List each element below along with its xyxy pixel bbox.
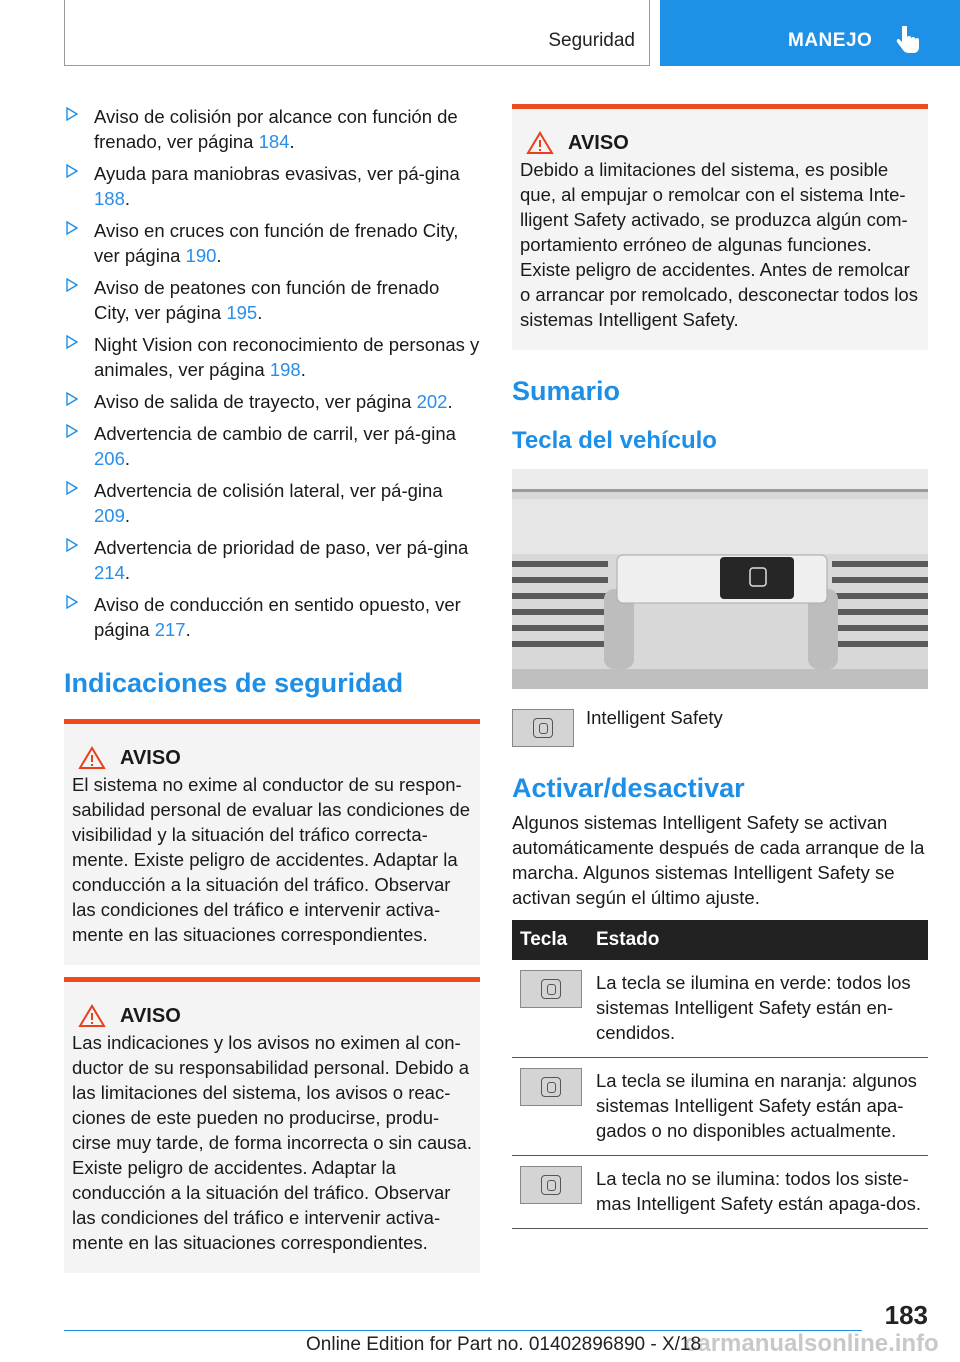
list-item-text: Advertencia de prioridad de paso, ver pá‐gina	[94, 537, 469, 558]
feature-list	[64, 104, 480, 642]
list-item	[64, 161, 480, 211]
hand-pointer-icon	[896, 26, 922, 54]
chapter-tab-label: MANEJO	[788, 30, 873, 51]
warning-box	[64, 977, 480, 1273]
triangle-bullet-icon	[66, 392, 78, 406]
page-link[interactable]: 209	[94, 505, 125, 526]
warning-label: AVISO	[120, 746, 181, 769]
list-item-text: Aviso de peatones con función de frenado City, ver página	[94, 277, 440, 323]
list-item-text: Aviso de salida de trayecto, ver página	[94, 391, 417, 412]
intelligent-safety-key-icon	[512, 709, 574, 747]
list-item-end: .	[185, 619, 191, 640]
list-item-end: .	[300, 359, 306, 380]
heading-summary: Sumario	[512, 376, 621, 406]
list-item-end: .	[289, 131, 295, 152]
heading-safety: Indicaciones de seguridad	[64, 668, 404, 698]
table-row	[512, 1058, 928, 1156]
page-link[interactable]: 206	[94, 448, 125, 469]
page-link[interactable]: 217	[154, 619, 186, 640]
watermark: carmanualsonline.info	[684, 1330, 939, 1357]
page-link[interactable]: 202	[416, 391, 448, 412]
list-item-end: .	[124, 505, 131, 526]
heading-activate: Activar/desactivar	[512, 773, 745, 803]
warning-label: AVISO	[568, 131, 629, 154]
intelligent-safety-key-icon	[520, 1166, 582, 1204]
list-item-end: .	[124, 448, 131, 469]
list-item	[64, 535, 480, 585]
list-item-end: .	[124, 562, 131, 583]
page-link[interactable]: 184	[258, 131, 290, 152]
state-text: La tecla no se ilumina: todos los siste‐mas Intelligent Safety están apaga‐dos.	[588, 1156, 928, 1229]
list-item	[64, 275, 480, 325]
page-link[interactable]: 214	[94, 562, 125, 583]
list-item	[64, 104, 480, 154]
page-link[interactable]: 188	[94, 188, 125, 209]
vehicle-key-photo	[512, 469, 928, 689]
warning-triangle-icon	[78, 746, 106, 770]
triangle-bullet-icon	[66, 164, 78, 178]
warning-triangle-icon	[526, 131, 554, 155]
page-link[interactable]: 190	[185, 245, 217, 266]
triangle-bullet-icon	[66, 278, 78, 292]
page-link[interactable]: 195	[226, 302, 258, 323]
state-text: La tecla se ilumina en verde: todos los sistemas Intelligent Safety están en‐cendidos.	[588, 960, 928, 1058]
warning-box	[64, 719, 480, 965]
heading-vehicle-key: Tecla del vehículo	[512, 427, 717, 454]
page-number: 183	[884, 1300, 928, 1330]
list-item-text: Night Vision con reconocimiento de personas y animales, ver página	[94, 334, 480, 380]
right-column	[512, 104, 928, 1229]
left-column	[64, 104, 480, 1273]
list-item-text: Aviso en cruces con función de frenado City, ver página	[94, 220, 459, 266]
key-legend	[512, 709, 928, 747]
status-table	[512, 920, 928, 1229]
triangle-bullet-icon	[66, 538, 78, 552]
list-item-text: Advertencia de colisión lateral, ver pá‐gina	[94, 480, 443, 501]
triangle-bullet-icon	[66, 335, 78, 349]
list-item-end: .	[447, 391, 453, 412]
table-row	[512, 960, 928, 1058]
list-item-end: .	[257, 302, 263, 323]
list-item	[64, 421, 480, 471]
warning-text: Debido a limitaciones del sistema, es posible que, al empujar o remolcar con el sistema Inte‐lligent Safety activado, se produzca algún com‐portamiento erróneo de algunas funciones. Existe peligro de accidentes. Antes de remolcar o arrancar por remolcado, desconectar todos los sistemas Intelligent Safety.	[520, 159, 918, 330]
warning-text: Las indicaciones y los avisos no eximen al con‐ductor de su responsabilidad personal. Debido a las limitaciones del sistema, los avisos o reac‐ciones de este pueden no producirse, produ‐cirse muy tarde, de forma incorrecta o sin causa. Existe peligro de accidentes. Adaptar la conducción a la situación del tráfico. Observar las condiciones del tráfico e intervenir activa‐mente en las situaciones correspondientes.	[72, 1032, 472, 1253]
page-link[interactable]: 198	[269, 359, 301, 380]
list-item-end: .	[216, 245, 222, 266]
list-item	[64, 592, 480, 642]
warning-triangle-icon	[78, 1004, 106, 1028]
state-text: La tecla se ilumina en naranja: algunos sistemas Intelligent Safety están apa‐gados o no disponibles actualmente.	[588, 1058, 928, 1156]
key-caption: Intelligent Safety	[586, 707, 723, 728]
section-title: Seguridad	[548, 30, 635, 51]
edition-text: Online Edition for Part no. 01402896890 - X/18	[306, 1334, 702, 1355]
triangle-bullet-icon	[66, 481, 78, 495]
list-item-end: .	[124, 188, 131, 209]
list-item	[64, 389, 480, 414]
list-item	[64, 478, 480, 528]
intelligent-safety-key-icon	[520, 1068, 582, 1106]
list-item-text: Ayuda para maniobras evasivas, ver pá‐gina	[94, 163, 460, 184]
column-header-state: Estado	[588, 920, 928, 960]
list-item-text: Aviso de colisión por alcance con función de frenado, ver página	[94, 106, 458, 152]
column-header-key: Tecla	[512, 920, 588, 960]
warning-label: AVISO	[120, 1004, 181, 1027]
header-left	[64, 0, 650, 66]
warning-box	[512, 104, 928, 350]
triangle-bullet-icon	[66, 221, 78, 235]
intelligent-safety-key-icon	[520, 970, 582, 1008]
list-item-text: Aviso de conducción en sentido opuesto, ver página	[94, 594, 461, 640]
list-item	[64, 332, 480, 382]
activate-paragraph: Algunos sistemas Intelligent Safety se activan automáticamente después de cada arranque de la marcha. Algunos sistemas Intelligent Safety se activan según el último ajuste.	[512, 812, 925, 908]
triangle-bullet-icon	[66, 424, 78, 438]
chapter-tab[interactable]	[660, 0, 960, 66]
triangle-bullet-icon	[66, 107, 78, 121]
list-item-text: Advertencia de cambio de carril, ver pá‐gina	[94, 423, 456, 444]
list-item	[64, 218, 480, 268]
triangle-bullet-icon	[66, 595, 78, 609]
table-row	[512, 1156, 928, 1229]
warning-text: El sistema no exime al conductor de su respon‐sabilidad personal de evaluar las condiciones de visibilidad y la situación del tráfico correcta‐mente. Existe peligro de accidentes. Adaptar la conducción a la situación del tráfico. Observar las condiciones del tráfico e intervenir activa‐mente en las situaciones correspondientes.	[72, 774, 471, 945]
